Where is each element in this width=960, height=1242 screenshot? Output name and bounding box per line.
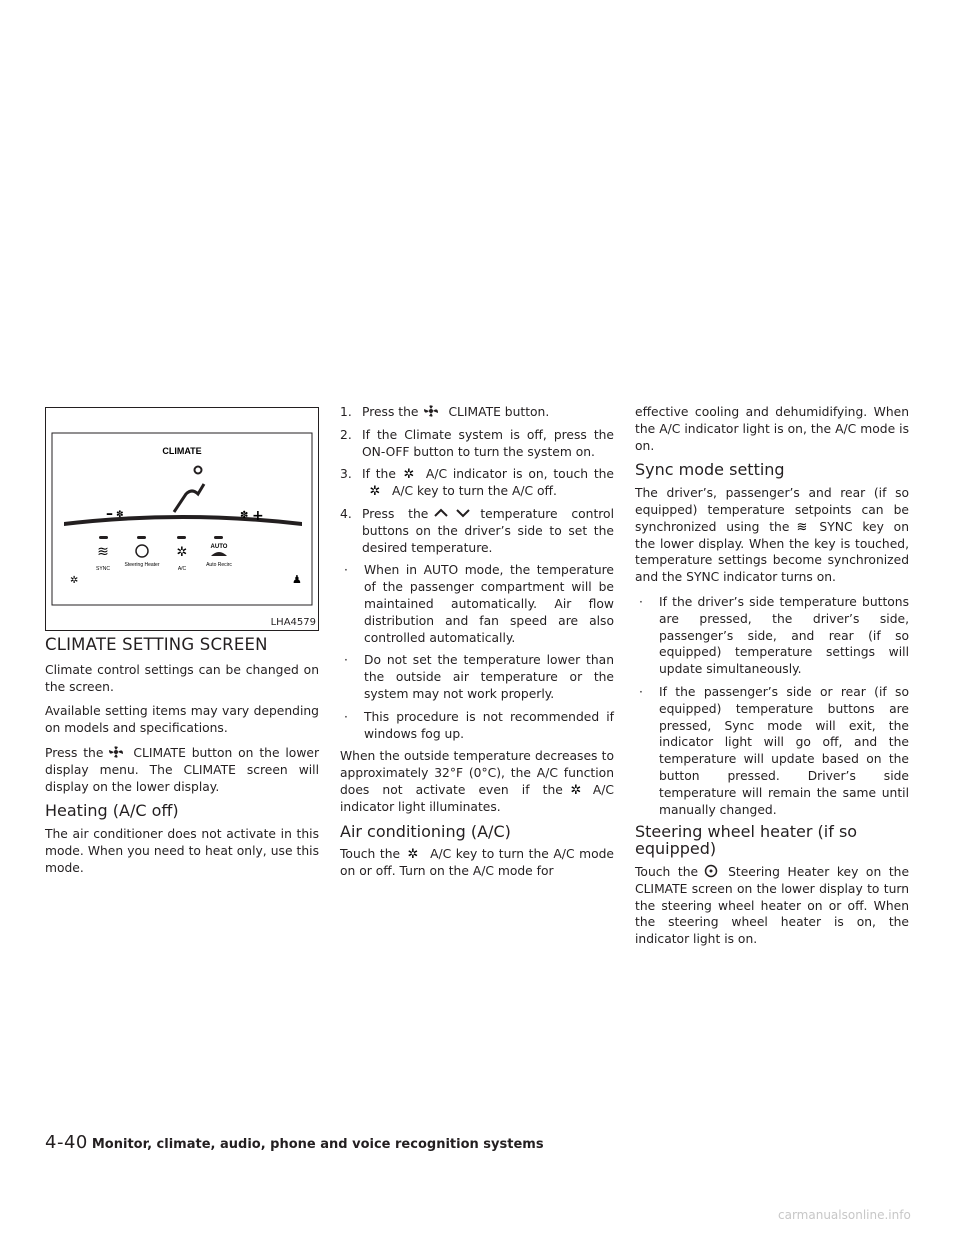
paragraph: The air conditioner does not activate in this mode. When you need to heat only, use this mode. [45, 827, 319, 875]
subheading: Sync mode setting [635, 460, 785, 480]
page-footer [45, 1132, 544, 1153]
section-heading: CLIMATE SETTING SCREEN [45, 635, 268, 654]
bullet: · If the driver’s side temperature buttons are pressed, the driver’s side, passenger’s side, and rear (if so equipped) temperature settings will update simultaneously. [639, 594, 909, 677]
subheading: Steering wheel heater (if so equipped) [635, 822, 858, 859]
svg-text:Steering Heater: Steering Heater [124, 562, 160, 568]
paragraph: Touch the ✲ A/C key to turn the A/C mode on or off. Turn on the A/C mode for [340, 847, 614, 879]
column-2 [340, 404, 614, 888]
fan-decrease-icon: – [106, 506, 113, 522]
svg-text:Auto Recirc: Auto Recirc [206, 562, 232, 568]
column-1 [45, 637, 319, 885]
column-3 [635, 404, 909, 956]
bullet: · This procedure is not recommended if windows fog up. [344, 709, 614, 741]
person-icon: ♟ [292, 573, 302, 586]
settings-icon: ✲ [70, 575, 79, 586]
svg-text:✲: ✲ [369, 484, 381, 498]
figure-label: LHA4579 [270, 617, 316, 628]
sync-icon [793, 519, 811, 533]
ac-icon: ✲ [176, 545, 188, 560]
paragraph: Climate control settings can be changed on the screen. [45, 662, 319, 694]
subheading: Air conditioning (A/C) [340, 821, 511, 841]
footer-title: Monitor, climate, audio, phone and voice recognition systems [91, 1137, 544, 1152]
bullet: · If the passenger’s side or rear (if so equipped) temperature buttons are pressed, Sync mode will exit, the indicator light will go off, and the temperature will update based on the button pressed. Driver’s side temperature will remain the same until manually changed. [639, 684, 909, 817]
fan-icon [107, 745, 125, 759]
up-down-arrows-icon [432, 506, 472, 520]
ac-icon [404, 846, 422, 860]
sync-icon: ≋ [97, 544, 109, 560]
paragraph: effective cooling and dehumidifying. When the A/C indicator light is on, the A/C mode is on. [635, 405, 909, 453]
watermark: carmanualsonline.info [778, 1208, 911, 1222]
fan-increase-icon: + [252, 508, 264, 524]
ac-icon [567, 782, 585, 796]
step-4: 4. Press the temperature control buttons on the driver’s side to set the desired temperature. [340, 506, 614, 555]
svg-text:AUTO: AUTO [210, 544, 228, 550]
svg-text:SYNC: SYNC [96, 566, 110, 572]
svg-text:A/C: A/C [177, 566, 187, 572]
fan-icon [422, 404, 440, 418]
paragraph: Press the CLIMATE button on the lower display menu. The CLIMATE screen will display on the lower display. [45, 745, 319, 794]
climate-screen-illustration [46, 408, 318, 630]
paragraph: When the outside temperature decreases to approximately 32°F (0°C), the A/C function does not activate even if the ✲ A/C indicator light illuminates. [340, 749, 614, 814]
steering-wheel-icon [702, 864, 720, 878]
climate-screen-title: CLIMATE [162, 446, 202, 456]
svg-text:✲: ✲ [403, 467, 415, 481]
ac-icon [366, 483, 384, 497]
svg-text:✽: ✽ [116, 510, 124, 520]
paragraph: Touch the Steering Heater key on the CLIMATE screen on the lower display to turn the steering wheel heater on or off. When the steering wheel heater is on, the indicator light is on. [635, 864, 910, 947]
svg-text:✲: ✲ [407, 847, 419, 861]
bullet: · Do not set the temperature lower than the outside air temperature or the system may not work properly. [344, 653, 614, 701]
ac-icon [400, 466, 418, 480]
step-3: 3. If the ✲ A/C indicator is on, touch the ✲ A/C key to turn the A/C off. [340, 467, 614, 499]
paragraph: The driver’s, passenger’s and rear (if so equipped) temperature setpoints can be synchronized using the ≋ SYNC key on the lower display. When the key is touched, temperature settings become synchronized and the SYNC indicator turns on. [635, 486, 910, 585]
svg-text:≋: ≋ [796, 519, 808, 533]
svg-text:✲: ✲ [570, 782, 582, 796]
step-1: 1. Press the CLIMATE button. [340, 405, 550, 419]
page-number: 4-40 [45, 1132, 88, 1153]
subheading: Heating (A/C off) [45, 801, 179, 821]
paragraph: Available setting items may vary depending on models and specifications. [45, 704, 319, 736]
step-2: 2. If the Climate system is off, press the ON-OFF button to turn the system on. [340, 427, 614, 459]
bullet: · When in AUTO mode, the temperature of the passenger compartment will be maintained automatically. Air flow distribution and fan speed are also controlled automatically. [344, 563, 614, 645]
fan-icon: ✽ [240, 510, 249, 521]
climate-screen-figure [45, 407, 319, 631]
